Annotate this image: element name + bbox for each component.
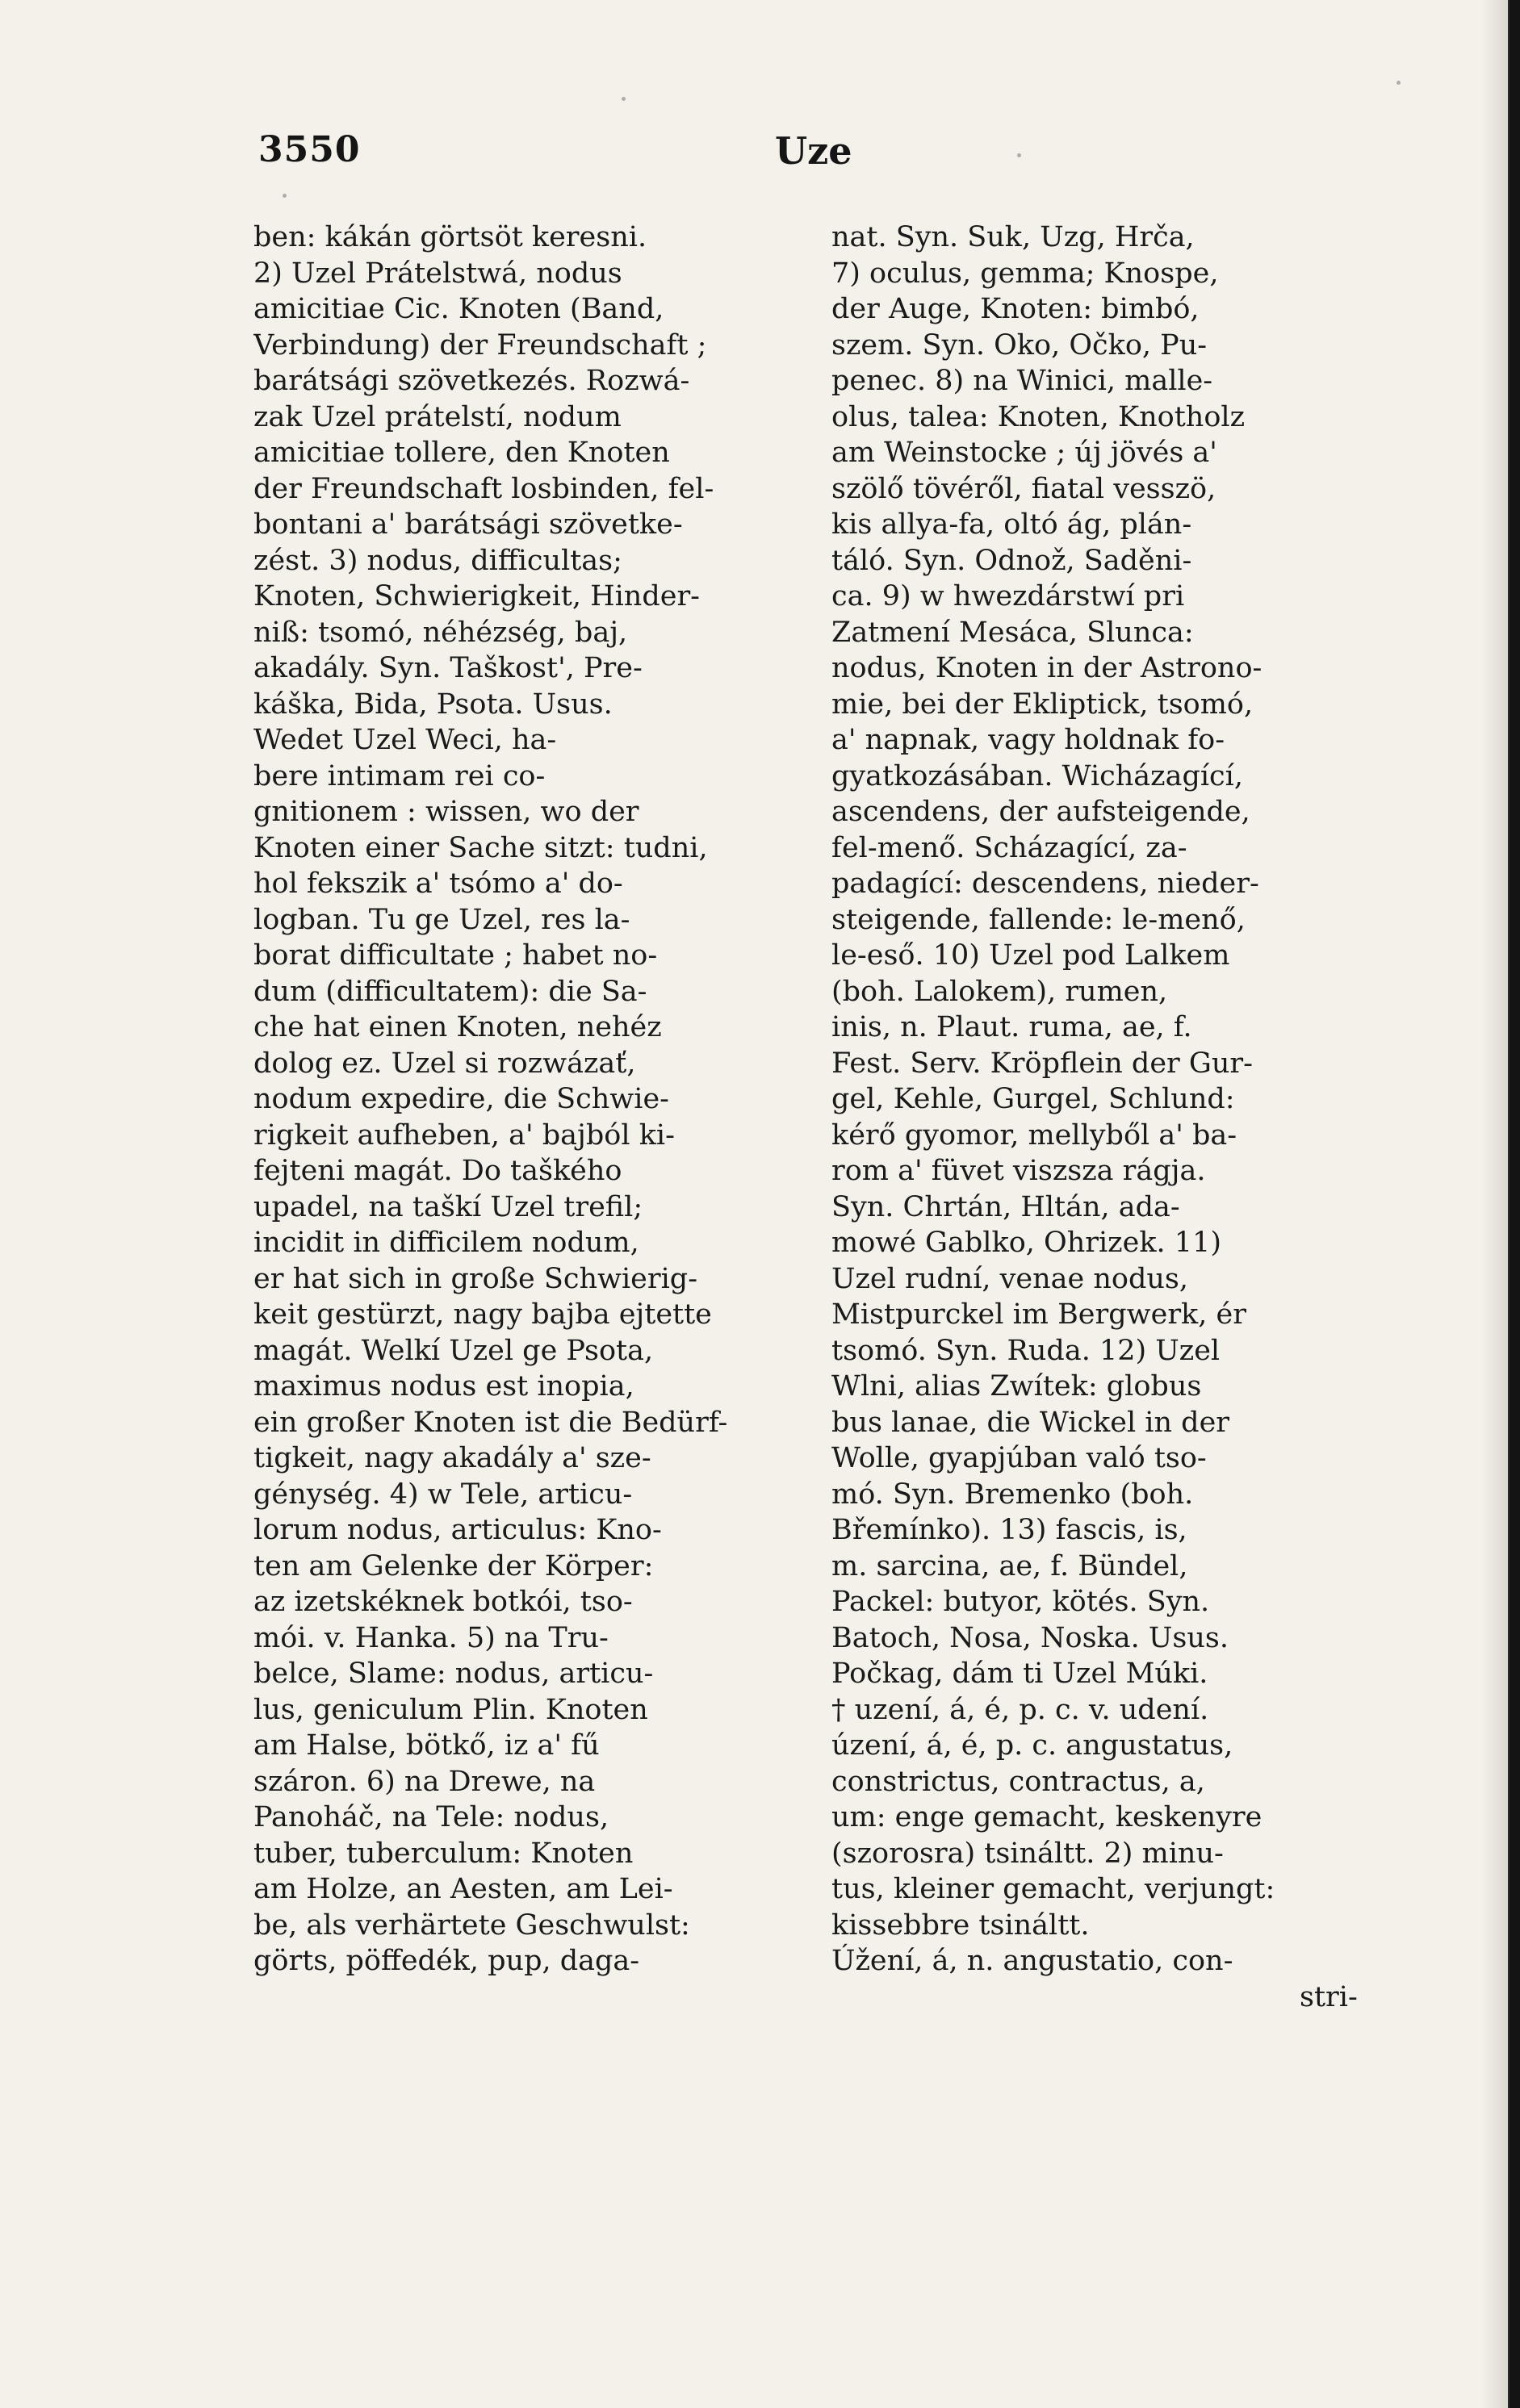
right-column-line: tus, kleiner gemacht, verjungt: [831,1873,1275,1905]
right-column-line: kis allya-fa, oltó ág, plán- [831,508,1192,541]
right-column-line: Wolle, gyapjúban való tso- [831,1442,1207,1474]
left-column-line: káška, Bida, Psota. Usus. [253,688,613,721]
right-column-line: Zatmení Mesáca, Slunca: [831,616,1194,649]
left-column-line: görts, pöffedék, pup, daga- [253,1945,640,1977]
left-column-line: incidit in difficilem nodum, [253,1227,639,1259]
right-column-line: nat. Syn. Suk, Uzg, Hrča, [831,221,1195,253]
left-column-line: Panoháč, na Tele: nodus, [253,1801,609,1833]
left-column-line: Knoten, Schwierigkeit, Hinder- [253,580,701,612]
left-column-line: er hat sich in große Schwierig- [253,1262,698,1295]
running-head: Uze [775,129,852,173]
right-column-line: Počkag, dám ti Uzel Múki. [831,1658,1208,1690]
left-column-line: lus, geniculum Plin. Knoten [253,1693,648,1726]
right-column-line: Syn. Chrtán, Hltán, ada- [831,1190,1180,1223]
left-column-line: 2) Uzel Prátelstwá, nodus [253,257,622,290]
right-column-line: † uzení, á, é, p. c. v. udení. [831,1693,1209,1726]
left-column-line: be, als verhärtete Geschwulst: [253,1908,690,1942]
right-column [831,219,1374,2015]
paper-speck [622,97,626,101]
left-column-line: nodum expedire, die Schwie- [253,1083,669,1115]
right-column-line: tsomó. Syn. Ruda. 12) Uzel [831,1334,1221,1367]
left-column-line: borat difficultate ; habet no- [253,939,658,972]
left-column-line: gnitionem : wissen, wo der [253,796,639,828]
right-column-line: Packel: butyor, kötés. Syn. [831,1586,1210,1618]
left-column-line: az izetskéknek botkói, tso- [253,1586,633,1618]
right-column-line: um: enge gemacht, keskenyre [831,1801,1262,1833]
left-column-line: der Freundschaft losbinden, fel- [253,472,714,505]
left-column-line: Knoten einer Sache sitzt: tudni, [253,831,708,864]
left-column-line: tuber, tuberculum: Knoten [253,1837,634,1870]
right-column-line: steigende, fallende: le-menő, [831,903,1246,936]
left-column-line: belce, Slame: nodus, articu- [253,1658,654,1690]
left-column-line: am Halse, bötkő, iz a' fű [253,1729,600,1762]
right-column-line: Uzel rudní, venae nodus, [831,1262,1189,1295]
right-column-line: gyatkozásában. Wicházagící, [831,759,1243,792]
paper-speck [1396,81,1401,85]
right-column-line: mie, bei der Ekliptick, tsomó, [831,688,1254,721]
right-column-line: padagící: descendens, nieder- [831,867,1259,900]
right-column-line: le-eső. 10) Uzel pod Lalkem [831,939,1230,972]
right-column-line: am Weinstocke ; új jövés a' [831,437,1217,469]
right-column-line: inis, n. Plaut. ruma, ae, f. [831,1011,1192,1043]
left-column-line: lorum nodus, articulus: Kno- [253,1514,662,1546]
left-column-line: ein großer Knoten ist die Bedürf- [253,1406,728,1439]
right-column-line: úzení, á, é, p. c. angustatus, [831,1729,1233,1762]
left-column-line: maximus nodus est inopia, [253,1370,634,1403]
right-column-line: (boh. Lalokem), rumen, [831,975,1168,1008]
right-column-line: m. sarcina, ae, f. Bündel, [831,1549,1188,1582]
left-column-line: ten am Gelenke der Körper: [253,1549,654,1582]
left-column-line: amicitiae Cic. Knoten (Band, [253,293,664,325]
left-column-line: dolog ez. Uzel si rozwázať, [253,1047,636,1080]
right-column-line: mowé Gablko, Ohrizek. 11) [831,1227,1221,1259]
left-column-line: Wedet Uzel Weci, ha- [253,724,557,756]
right-column-line: bus lanae, die Wickel in der [831,1406,1230,1439]
right-column-line: Břemínko). 13) fascis, is, [831,1514,1187,1546]
right-column-line: táló. Syn. Odnož, Saděni- [831,544,1192,577]
page-header [0,129,1508,194]
right-column-line: (szorosra) tsináltt. 2) minu- [831,1837,1224,1870]
left-column-line: upadel, na taškí Uzel trefil; [253,1190,643,1223]
left-column-line: génység. 4) w Tele, articu- [253,1478,633,1511]
right-column-line: kissebbre tsináltt. [831,1908,1090,1942]
right-column-line: ascendens, der aufsteigende, [831,796,1250,828]
right-column-line: fel-menő. Scházagící, za- [831,831,1187,864]
left-column-line: tigkeit, nagy akadály a' sze- [253,1442,651,1474]
right-column-line: constrictus, contractus, a, [831,1765,1205,1798]
right-column-line: ca. 9) w hwezdárstwí pri [831,580,1185,612]
right-column-line: gel, Kehle, Gurgel, Schlund: [831,1083,1235,1115]
left-column [253,219,796,1979]
left-column-line: bontani a' barátsági szövetke- [253,508,683,541]
left-column-line: barátsági szövetkezés. Rozwá- [253,365,690,397]
left-column-line: mói. v. Hanka. 5) na Tru- [253,1621,609,1654]
left-column-line: zést. 3) nodus, difficultas; [253,544,622,577]
right-column-line: der Auge, Knoten: bimbó, [831,293,1200,325]
right-column-line: rom a' füvet viszsza rágja. [831,1155,1206,1187]
left-column-line: magát. Welkí Uzel ge Psota, [253,1334,654,1367]
right-column-line: kérő gyomor, mellyből a' ba- [831,1118,1237,1152]
right-column-line: stri- [1300,1980,1358,2013]
left-column-line: Verbindung) der Freundschaft ; [253,328,707,362]
right-column-line: szölő tövéről, fiatal vesszö, [831,472,1216,505]
right-column-line: 7) oculus, gemma; Knospe, [831,257,1219,290]
left-column-line: amicitiae tollere, den Knoten [253,437,670,469]
paper-speck [283,194,287,198]
left-column-line: száron. 6) na Drewe, na [253,1765,596,1798]
right-column-line: penec. 8) na Winici, malle- [831,365,1213,397]
right-column-line: nodus, Knoten in der Astrono- [831,652,1262,684]
left-column-line: ben: kákán görtsöt keresni. [253,221,647,253]
left-column-line: logban. Tu ge Uzel, res la- [253,903,630,936]
left-column-line: dum (difficultatem): die Sa- [253,975,647,1008]
left-column-line: fejteni magát. Do taškého [253,1155,622,1187]
left-column-line: akadály. Syn. Taškost', Pre- [253,652,643,684]
right-column-line: Fest. Serv. Kröpflein der Gur- [831,1047,1253,1080]
right-column-line: Batoch, Nosa, Noska. Usus. [831,1621,1229,1654]
left-column-line: che hat einen Knoten, nehéz [253,1011,662,1043]
left-column-line: bere intimam rei co- [253,759,546,792]
right-column-line: szem. Syn. Oko, Očko, Pu- [831,328,1208,362]
right-column-line: a' napnak, vagy holdnak fo- [831,724,1225,756]
left-column-line: hol fekszik a' tsómo a' do- [253,867,623,900]
right-column-line: mó. Syn. Bremenko (boh. [831,1478,1194,1511]
left-column-line: rigkeit aufheben, a' bajból ki- [253,1118,675,1152]
page-number: 3550 [258,129,361,170]
paper-speck [1017,153,1021,157]
right-column-line: Mistpurckel im Bergwerk, ér [831,1298,1246,1331]
left-column-line: niß: tsomó, néhézség, baj, [253,616,628,649]
right-column-line: Wlni, alias Zwítek: globus [831,1370,1202,1403]
right-column-line: Úžení, á, n. angustatio, con- [831,1945,1233,1977]
left-column-line: keit gestürzt, nagy bajba ejtette [253,1298,712,1331]
left-column-line: zak Uzel prátelstí, nodum [253,400,622,433]
right-column-line: olus, talea: Knoten, Knotholz [831,400,1246,433]
left-column-line: am Holze, an Aesten, am Lei- [253,1873,673,1905]
